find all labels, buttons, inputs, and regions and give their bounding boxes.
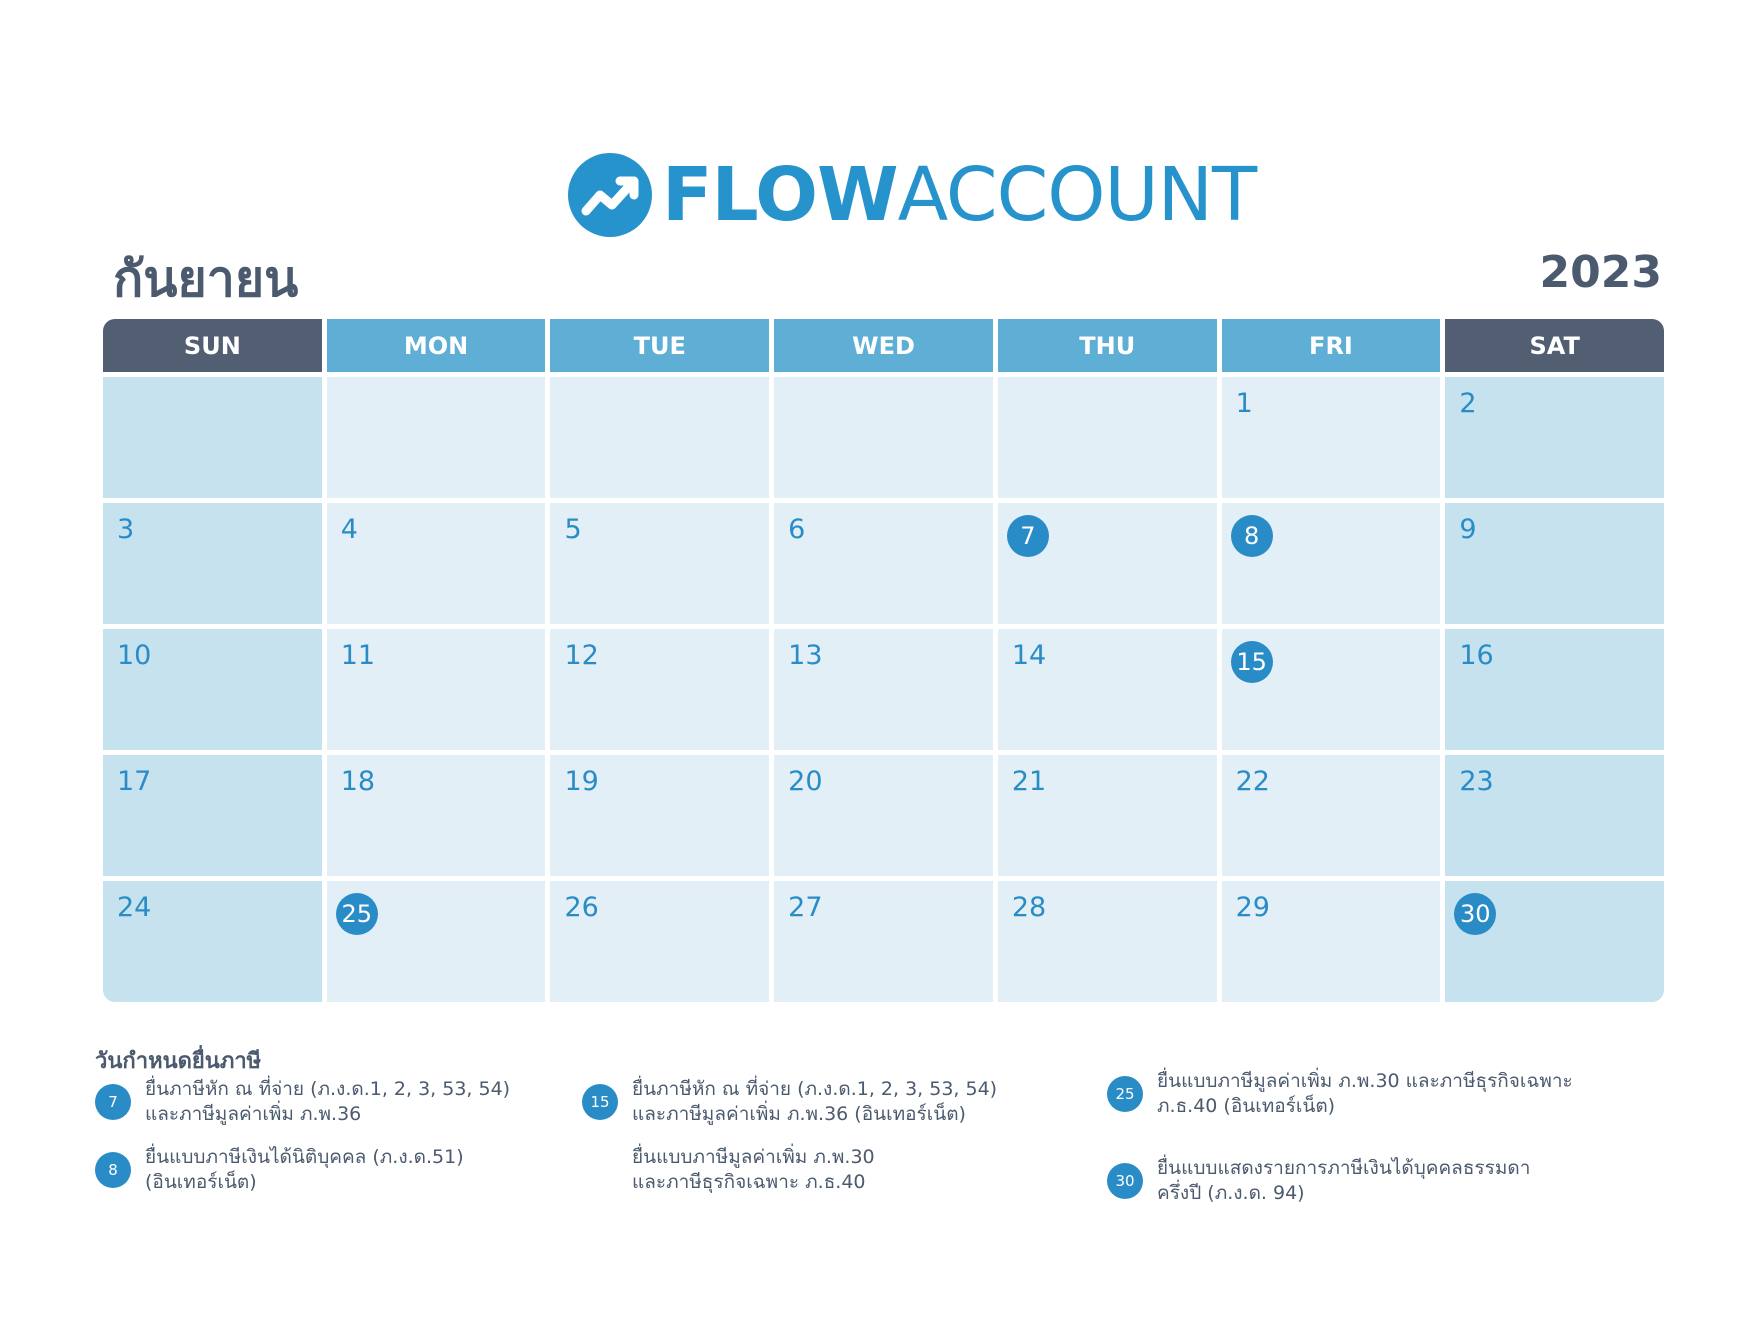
legend-line: และภาษีมูลค่าเพิ่ม ภ.พ.36 — [145, 1103, 362, 1125]
day-cell — [1222, 503, 1441, 624]
deadline-day-number: 30 — [1454, 893, 1496, 935]
weekday-header: MON — [327, 319, 546, 372]
day-cell — [327, 377, 546, 498]
brand-name-light: ACCOUNT — [897, 152, 1257, 238]
day-cell — [774, 881, 993, 1002]
deadline-day-number: 15 — [1231, 641, 1273, 683]
day-cell — [998, 881, 1217, 1002]
legend-line: ครึ่งปี (ภ.ง.ด. 94) — [1157, 1182, 1305, 1204]
month-title: กันยายน — [113, 250, 299, 308]
day-cell — [103, 755, 322, 876]
brand-name — [662, 152, 1257, 238]
day-number: 21 — [1011, 766, 1047, 797]
weekday-header: TUE — [550, 319, 769, 372]
day-cell — [327, 629, 546, 750]
legend-text — [632, 1145, 875, 1195]
legend-badge: 15 — [582, 1084, 618, 1120]
legend-badge-empty — [582, 1152, 618, 1188]
day-number: 28 — [1011, 892, 1047, 923]
day-cell — [550, 881, 769, 1002]
day-number: 12 — [564, 640, 599, 671]
day-number: 16 — [1459, 640, 1494, 671]
day-cell — [550, 377, 769, 498]
day-cell — [1222, 377, 1441, 498]
legend-item — [582, 1077, 997, 1127]
day-cell — [998, 377, 1217, 498]
legend-line: ยื่นแบบภาษีมูลค่าเพิ่ม ภ.พ.30 — [632, 1146, 875, 1168]
legend-text — [1157, 1069, 1573, 1119]
day-cell — [1222, 881, 1441, 1002]
day-cell — [774, 503, 993, 624]
day-number: 1 — [1235, 388, 1253, 419]
day-number: 20 — [788, 766, 823, 797]
weekday-header: THU — [998, 319, 1217, 372]
day-number: 26 — [564, 892, 599, 923]
day-number: 11 — [340, 640, 376, 671]
day-cell — [1445, 503, 1664, 624]
year-title: 2023 — [1539, 247, 1662, 298]
week-row — [103, 881, 1664, 1002]
legend-line: ยื่นภาษีหัก ณ ที่จ่าย (ภ.ง.ด.1, 2, 3, 53, 54) — [632, 1078, 998, 1100]
legend-item — [95, 1077, 510, 1127]
day-cell — [103, 377, 322, 498]
day-cell — [998, 629, 1217, 750]
weekday-header-row — [103, 319, 1664, 372]
day-cell — [1445, 881, 1664, 1002]
legend-badge: 25 — [1107, 1076, 1143, 1112]
day-number: 29 — [1235, 892, 1270, 923]
legend-item — [95, 1145, 464, 1195]
legend-item — [1107, 1069, 1573, 1119]
legend-text — [632, 1077, 997, 1127]
day-cell — [1445, 629, 1664, 750]
day-cell — [103, 629, 322, 750]
day-number: 27 — [788, 892, 823, 923]
day-number: 2 — [1459, 388, 1477, 419]
legend-text — [1157, 1156, 1530, 1206]
day-number: 9 — [1459, 514, 1477, 545]
deadline-day-number: 8 — [1231, 515, 1273, 557]
brand-name-strong: FLOW — [662, 152, 898, 238]
legend-badge: 8 — [95, 1152, 131, 1188]
week-row — [103, 377, 1664, 498]
deadline-day-number: 7 — [1007, 515, 1049, 557]
day-cell — [774, 755, 993, 876]
day-cell — [550, 755, 769, 876]
legend-title: วันกำหนดยื่นภาษี — [95, 1049, 262, 1074]
legend-text — [145, 1145, 464, 1195]
calendar-grid — [103, 319, 1664, 1002]
week-row — [103, 503, 1664, 624]
day-number: 3 — [117, 514, 135, 545]
day-cell — [550, 503, 769, 624]
legend-line: และภาษีมูลค่าเพิ่ม ภ.พ.36 (อินเทอร์เน็ต) — [632, 1103, 966, 1125]
day-cell — [327, 881, 546, 1002]
day-number: 22 — [1235, 766, 1270, 797]
week-row — [103, 755, 1664, 876]
weekday-header: SUN — [103, 319, 322, 372]
day-cell — [774, 629, 993, 750]
day-cell — [327, 503, 546, 624]
legend-item — [582, 1145, 875, 1195]
day-number: 4 — [340, 514, 358, 545]
legend-line: ภ.ธ.40 (อินเทอร์เน็ต) — [1157, 1095, 1336, 1117]
day-number: 24 — [117, 892, 152, 923]
legend-line: ยื่นแบบภาษีเงินได้นิติบุคคล (ภ.ง.ด.51) — [145, 1146, 464, 1168]
week-row — [103, 629, 1664, 750]
day-number: 6 — [788, 514, 806, 545]
day-number: 13 — [788, 640, 823, 671]
trend-line-icon — [568, 153, 652, 237]
day-number: 5 — [564, 514, 582, 545]
day-cell — [550, 629, 769, 750]
day-cell — [327, 755, 546, 876]
legend-badge: 7 — [95, 1084, 131, 1120]
day-cell — [1222, 629, 1441, 750]
weekday-header: FRI — [1222, 319, 1441, 372]
day-cell — [1222, 755, 1441, 876]
legend-line: ยื่นแบบภาษีมูลค่าเพิ่ม ภ.พ.30 และภาษีธุรกิจเฉพาะ — [1157, 1070, 1573, 1092]
legend-badge: 30 — [1107, 1163, 1143, 1199]
day-cell — [774, 377, 993, 498]
day-cell — [1445, 377, 1664, 498]
weekday-header: SAT — [1445, 319, 1664, 372]
day-cell — [103, 881, 322, 1002]
legend-text — [145, 1077, 510, 1127]
day-cell — [998, 755, 1217, 876]
day-number: 18 — [340, 766, 376, 797]
deadline-day-number: 25 — [336, 893, 378, 935]
legend-item — [1107, 1156, 1530, 1206]
day-cell — [103, 503, 322, 624]
day-number: 14 — [1011, 640, 1047, 671]
day-number: 23 — [1459, 766, 1494, 797]
day-number: 19 — [564, 766, 599, 797]
legend-line: (อินเทอร์เน็ต) — [145, 1171, 257, 1193]
weekday-header: WED — [774, 319, 993, 372]
day-number: 17 — [117, 766, 152, 797]
brand-logo — [568, 152, 1256, 238]
legend-line: และภาษีธุรกิจเฉพาะ ภ.ธ.40 — [632, 1171, 866, 1193]
legend-line: ยื่นภาษีหัก ณ ที่จ่าย (ภ.ง.ด.1, 2, 3, 53, 54) — [145, 1078, 511, 1100]
day-number: 10 — [117, 640, 152, 671]
day-cell — [998, 503, 1217, 624]
calendar-weeks — [103, 377, 1664, 1002]
legend-line: ยื่นแบบแสดงรายการภาษีเงินได้บุคคลธรรมดา — [1157, 1157, 1531, 1179]
day-cell — [1445, 755, 1664, 876]
